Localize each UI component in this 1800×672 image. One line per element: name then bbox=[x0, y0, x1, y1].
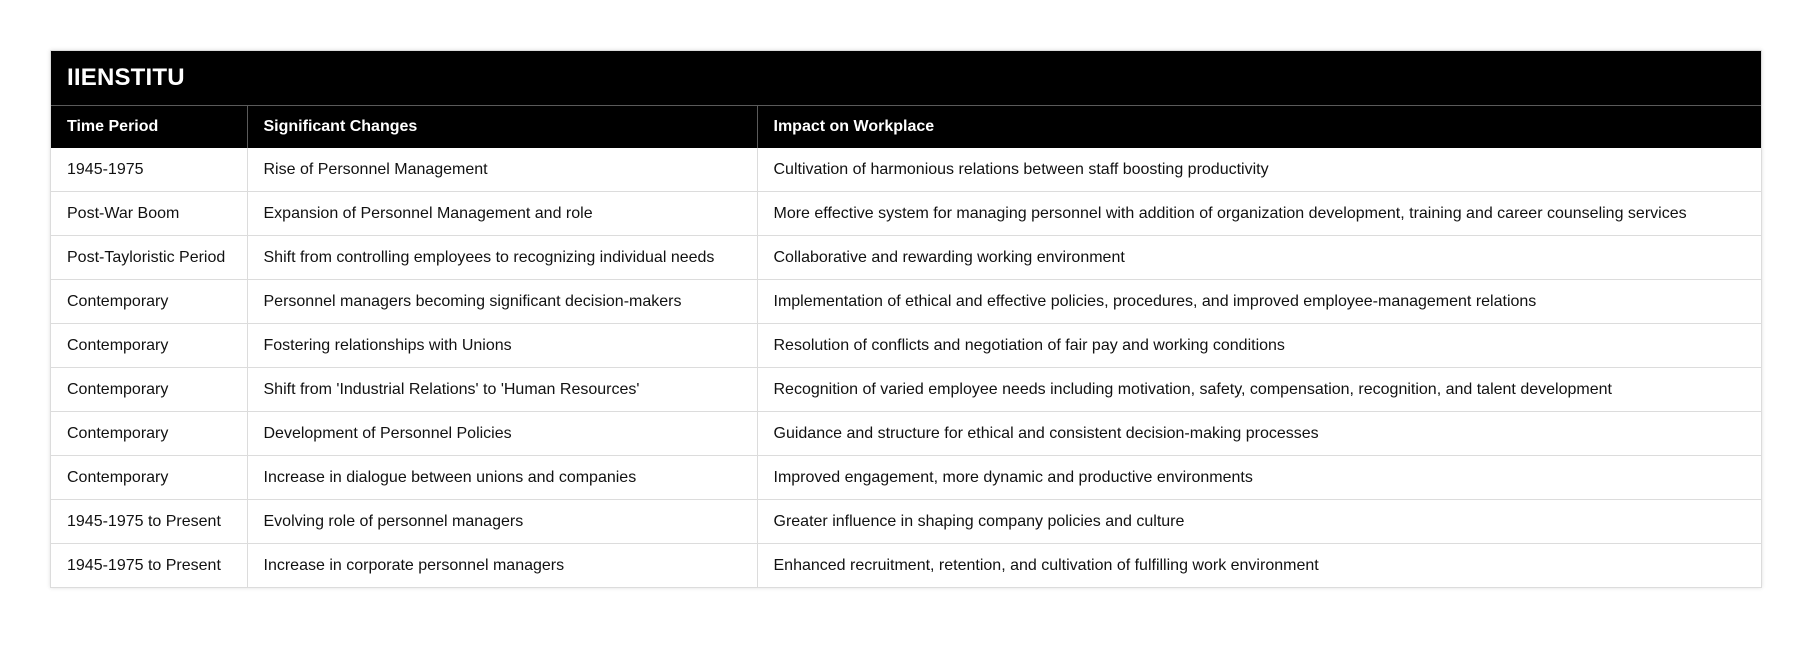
column-header-significant-changes: Significant Changes bbox=[247, 106, 757, 148]
cell-time-period: Post-Tayloristic Period bbox=[51, 236, 247, 280]
cell-impact-on-workplace: Greater influence in shaping company policies and culture bbox=[757, 500, 1761, 544]
table-row bbox=[51, 192, 1761, 236]
cell-time-period: Contemporary bbox=[51, 368, 247, 412]
cell-significant-changes: Increase in corporate personnel managers bbox=[247, 544, 757, 588]
cell-significant-changes: Increase in dialogue between unions and companies bbox=[247, 456, 757, 500]
brand-title: IIENSTITU bbox=[51, 51, 1761, 106]
cell-significant-changes: Evolving role of personnel managers bbox=[247, 500, 757, 544]
table-row bbox=[51, 456, 1761, 500]
table-row bbox=[51, 500, 1761, 544]
table-row bbox=[51, 544, 1761, 588]
cell-impact-on-workplace: Cultivation of harmonious relations between staff boosting productivity bbox=[757, 148, 1761, 192]
cell-time-period: 1945-1975 bbox=[51, 148, 247, 192]
cell-impact-on-workplace: More effective system for managing personnel with addition of organization development, training and career counseling services bbox=[757, 192, 1761, 236]
table-row bbox=[51, 236, 1761, 280]
table-header-row bbox=[51, 106, 1761, 148]
cell-impact-on-workplace: Implementation of ethical and effective policies, procedures, and improved employee-management relations bbox=[757, 280, 1761, 324]
data-table bbox=[51, 106, 1761, 587]
cell-time-period: Contemporary bbox=[51, 280, 247, 324]
table-row bbox=[51, 148, 1761, 192]
cell-time-period: Contemporary bbox=[51, 324, 247, 368]
table-row bbox=[51, 280, 1761, 324]
table-row bbox=[51, 368, 1761, 412]
cell-impact-on-workplace: Resolution of conflicts and negotiation of fair pay and working conditions bbox=[757, 324, 1761, 368]
cell-significant-changes: Expansion of Personnel Management and role bbox=[247, 192, 757, 236]
cell-impact-on-workplace: Improved engagement, more dynamic and productive environments bbox=[757, 456, 1761, 500]
cell-significant-changes: Development of Personnel Policies bbox=[247, 412, 757, 456]
cell-time-period: Contemporary bbox=[51, 412, 247, 456]
cell-time-period: 1945-1975 to Present bbox=[51, 544, 247, 588]
cell-significant-changes: Shift from controlling employees to recognizing individual needs bbox=[247, 236, 757, 280]
cell-time-period: Contemporary bbox=[51, 456, 247, 500]
cell-time-period: 1945-1975 to Present bbox=[51, 500, 247, 544]
cell-significant-changes: Personnel managers becoming significant decision-makers bbox=[247, 280, 757, 324]
cell-significant-changes: Rise of Personnel Management bbox=[247, 148, 757, 192]
column-header-time-period: Time Period bbox=[51, 106, 247, 148]
cell-impact-on-workplace: Enhanced recruitment, retention, and cultivation of fulfilling work environment bbox=[773, 556, 1319, 574]
cell-time-period: Post-War Boom bbox=[51, 192, 247, 236]
cell-impact-on-workplace: Guidance and structure for ethical and consistent decision-making processes bbox=[757, 412, 1761, 456]
cell-significant-changes: Shift from 'Industrial Relations' to 'Human Resources' bbox=[247, 368, 757, 412]
column-header-impact-on-workplace: Impact on Workplace bbox=[757, 106, 1761, 148]
cell-impact-on-workplace: Collaborative and rewarding working environment bbox=[757, 236, 1761, 280]
cell-impact-on-workplace: Recognition of varied employee needs including motivation, safety, compensation, recognition, and talent development bbox=[757, 368, 1761, 412]
table-row bbox=[51, 412, 1761, 456]
cell-significant-changes: Fostering relationships with Unions bbox=[247, 324, 757, 368]
table-row bbox=[51, 324, 1761, 368]
data-table-container bbox=[50, 50, 1762, 588]
